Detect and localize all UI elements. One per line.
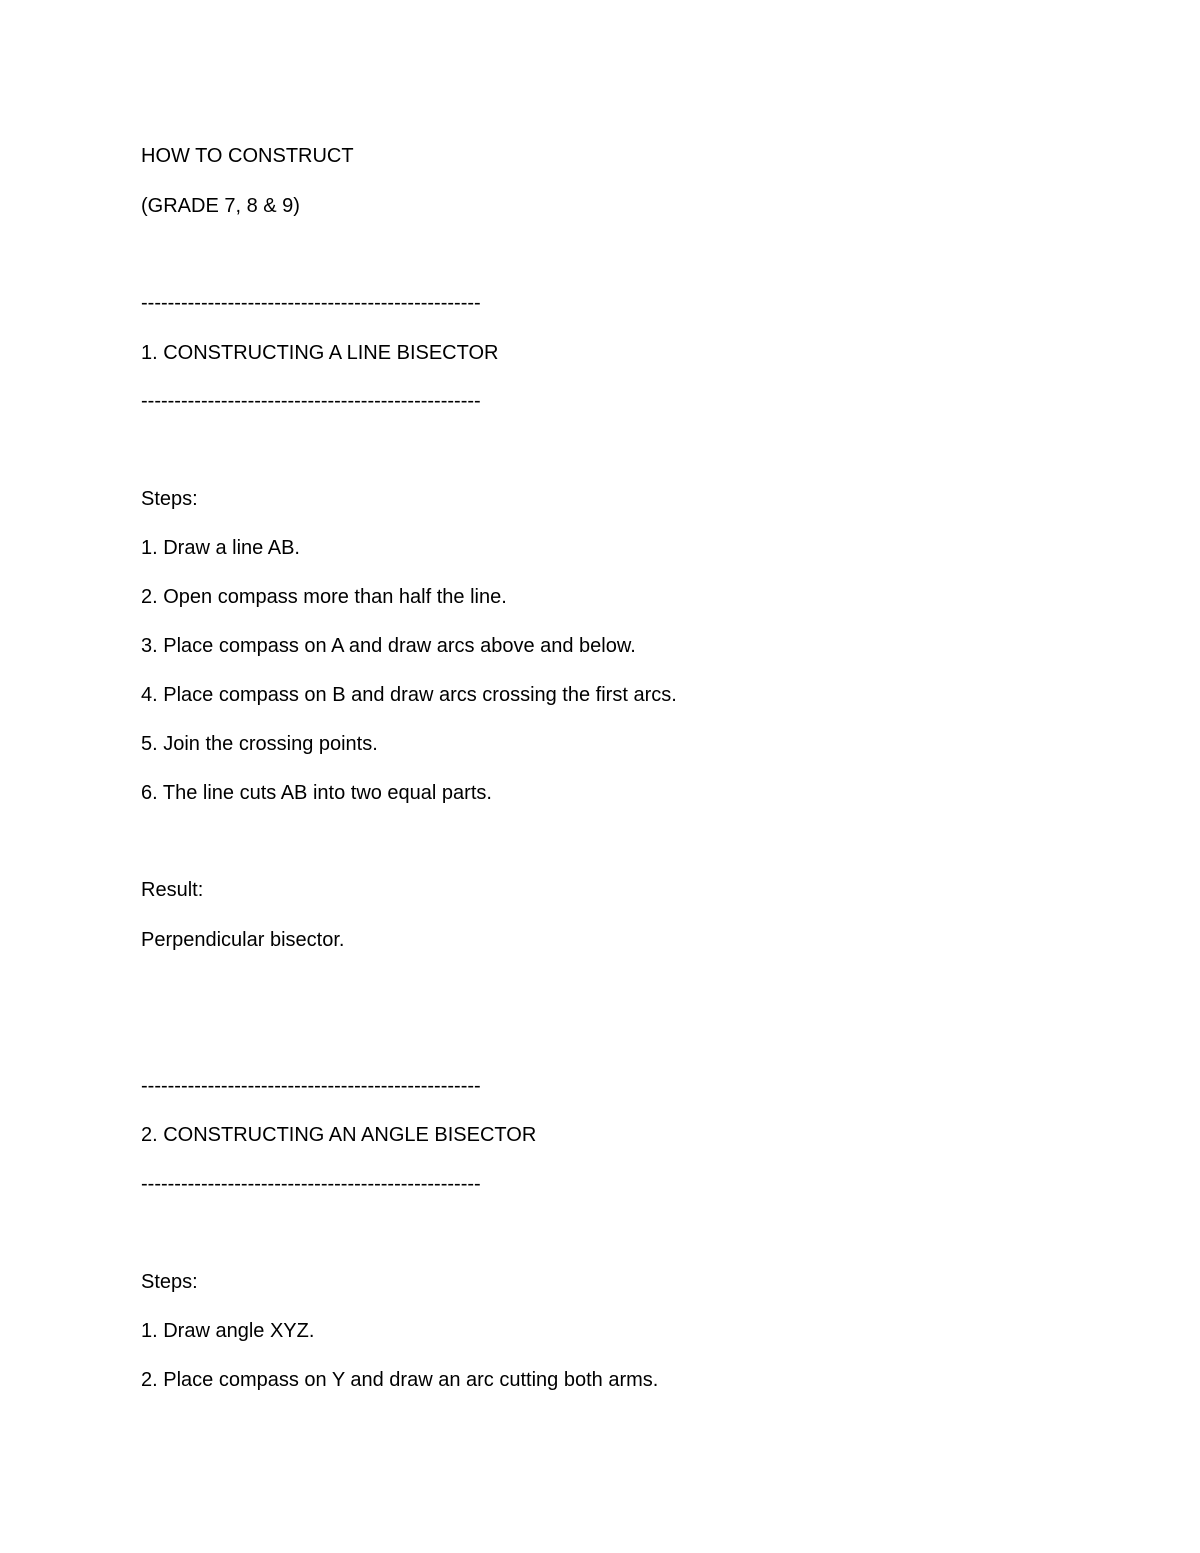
divider-top-section2: --------------------------------------------------- — [141, 1075, 481, 1097]
section1-heading: 1. CONSTRUCTING A LINE BISECTOR — [141, 342, 499, 364]
divider-bottom-section2: --------------------------------------------------- — [141, 1173, 481, 1195]
section2-step: 2. Place compass on Y and draw an arc cutting both arms. — [141, 1369, 659, 1391]
section1-steps-label: Steps: — [141, 488, 198, 510]
section1-step: 6. The line cuts AB into two equal parts. — [141, 782, 492, 804]
section2-step: 1. Draw angle XYZ. — [141, 1320, 315, 1342]
document-title: HOW TO CONSTRUCT — [141, 145, 354, 167]
section2-heading: 2. CONSTRUCTING AN ANGLE BISECTOR — [141, 1124, 537, 1146]
section1-step: 3. Place compass on A and draw arcs above and below. — [141, 635, 636, 657]
section1-step: 5. Join the crossing points. — [141, 733, 378, 755]
section1-step: 2. Open compass more than half the line. — [141, 586, 507, 608]
section1-step: 1. Draw a line AB. — [141, 537, 300, 559]
divider-top-section1: --------------------------------------------------- — [141, 292, 481, 314]
section1-result-label: Result: — [141, 879, 204, 901]
section2-steps-label: Steps: — [141, 1271, 198, 1293]
section1-result: Perpendicular bisector. — [141, 929, 345, 951]
section1-step: 4. Place compass on B and draw arcs crossing the first arcs. — [141, 684, 677, 706]
document-subtitle: (GRADE 7, 8 & 9) — [141, 195, 300, 217]
divider-bottom-section1: --------------------------------------------------- — [141, 390, 481, 412]
